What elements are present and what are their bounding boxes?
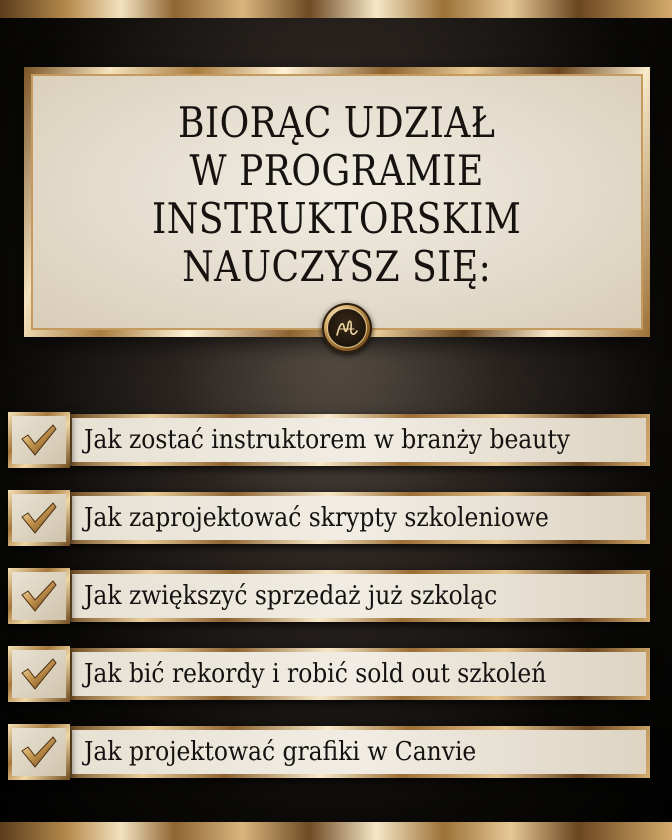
list-item [8,490,658,546]
check-icon [20,501,58,535]
page-title: BIORĄC UDZIAŁ W PROGRAMIE INSTRUKTORSKIM NAUCZYSZ SIĘ: [152,98,522,291]
check-badge-panel [12,494,66,542]
check-icon [20,657,58,691]
check-badge-panel [12,572,66,620]
header-frame [24,67,650,337]
skill-panel [72,652,646,696]
top-gold-foil-band [0,0,672,18]
skill-panel [72,496,646,540]
skill-panel [72,574,646,618]
skill-label: Jak bić rekordy i robić sold out szkoleń [84,659,547,689]
check-badge-panel [12,650,66,698]
check-icon [20,579,58,613]
check-badge-panel [12,416,66,464]
list-item [8,568,658,624]
list-item [8,412,658,468]
skill-bar [68,570,650,622]
skill-bar [68,648,650,700]
check-badge [8,646,70,702]
list-item [8,724,658,780]
monogram-seal-icon [322,303,372,353]
skill-bar [68,414,650,466]
check-badge [8,490,70,546]
bottom-gold-foil-band [0,822,672,840]
skills-list [8,412,658,802]
skill-panel [72,730,646,774]
skill-panel [72,418,646,462]
skill-label: Jak projektować grafiki w Canvie [84,737,477,767]
monogram-seal-inner [327,308,367,348]
list-item [8,646,658,702]
skill-bar [68,726,650,778]
skill-label: Jak zaprojektować skrypty szkoleniowe [84,503,549,533]
monogram-flourish-icon [334,317,360,339]
check-badge [8,412,70,468]
skill-label: Jak zwiększyć sprzedaż już szkoląc [84,581,498,611]
header-panel [31,74,643,330]
skill-bar [68,492,650,544]
check-icon [20,423,58,457]
check-badge-panel [12,728,66,776]
check-badge [8,568,70,624]
skill-label: Jak zostać instruktorem w branży beauty [84,425,570,455]
check-badge [8,724,70,780]
check-icon [20,735,58,769]
